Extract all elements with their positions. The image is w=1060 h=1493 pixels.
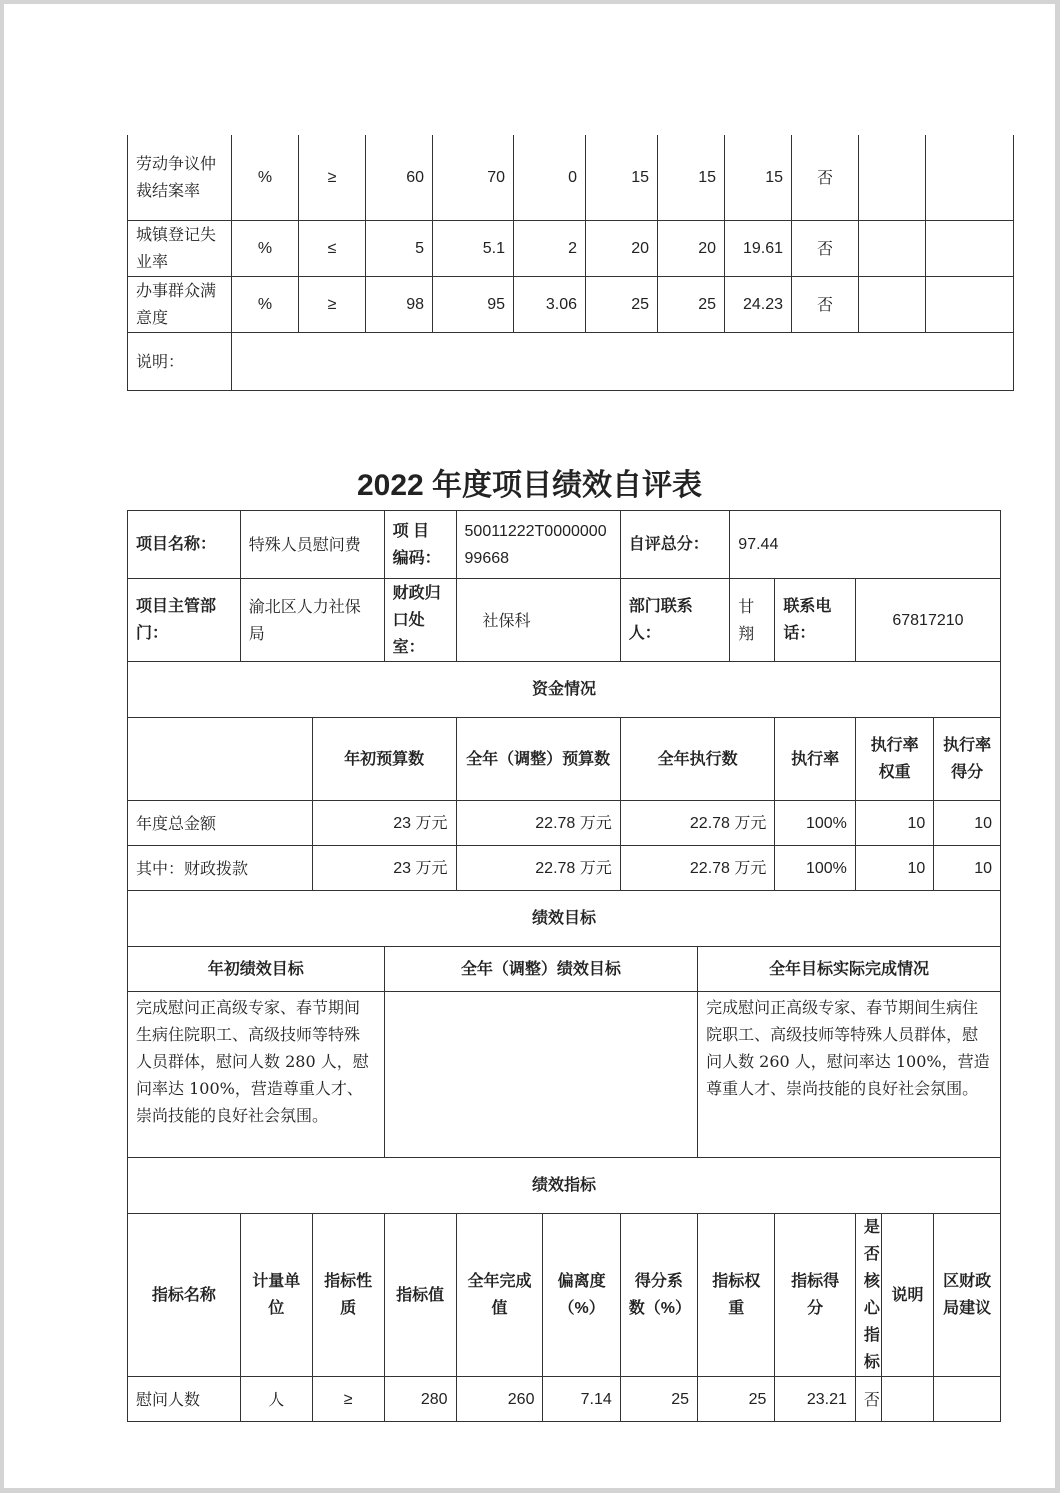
funds-row-weight: 10 <box>855 846 933 891</box>
ind-header-target: 指标值 <box>384 1214 456 1377</box>
indicator-coef: 15 <box>586 135 658 220</box>
table-row <box>128 1377 1001 1422</box>
goals-header-adjusted: 全年（调整）绩效目标 <box>384 947 697 992</box>
contact-value: 甘翔 <box>730 579 775 662</box>
indicator-note <box>881 1377 934 1422</box>
ind-header-name: 指标名称 <box>128 1214 241 1377</box>
funds-row <box>128 801 1001 846</box>
funds-header-budget: 年初预算数 <box>312 718 456 801</box>
indicator-target: 280 <box>384 1377 456 1422</box>
project-name-value: 特殊人员慰问费 <box>240 511 384 579</box>
indicator-name: 城镇登记失业率 <box>128 220 232 276</box>
page-title: 2022 年度项目绩效自评表 <box>356 469 703 502</box>
finance-office-value: 社保科 <box>456 579 620 662</box>
indicator-unit: % <box>232 220 299 276</box>
funds-header-score: 执行率得分 <box>934 718 1001 801</box>
funds-header-row <box>128 718 1001 801</box>
indicator-nature: ≥ <box>312 1377 384 1422</box>
funds-row-rate: 100% <box>775 846 856 891</box>
total-score-value: 97.44 <box>730 511 1001 579</box>
indicator-note <box>859 135 926 220</box>
indicator-score: 19.61 <box>725 220 792 276</box>
funds-header-blank <box>128 718 313 801</box>
table-row <box>128 220 1014 276</box>
finance-office-label: 财政归口处室： <box>384 579 456 662</box>
info-row <box>128 579 1001 662</box>
note-label: 说明： <box>128 332 232 390</box>
funds-row-adjusted: 22.78 万元 <box>456 846 620 891</box>
indicator-advice <box>926 276 1014 332</box>
indicator-deviation: 7.14 <box>543 1377 620 1422</box>
indicator-score: 15 <box>725 135 792 220</box>
indicator-target: 98 <box>366 276 433 332</box>
indicator-coef: 20 <box>586 220 658 276</box>
phone-label: 联系电话： <box>775 579 856 662</box>
funds-row-executed: 22.78 万元 <box>620 801 775 846</box>
indicator-actual: 260 <box>456 1377 543 1422</box>
indicator-target: 5 <box>366 220 433 276</box>
indicator-unit: % <box>232 135 299 220</box>
section-row <box>128 1158 1001 1214</box>
indicator-nature: ≥ <box>299 276 366 332</box>
indicator-actual: 70 <box>433 135 514 220</box>
indicator-note <box>859 220 926 276</box>
indicator-unit: % <box>232 276 299 332</box>
funds-row-score: 10 <box>934 846 1001 891</box>
ind-header-score: 指标得分 <box>775 1214 856 1377</box>
ind-header-coef: 得分系数（%） <box>620 1214 697 1377</box>
indicator-deviation: 0 <box>514 135 586 220</box>
indicator-core: 否 <box>855 1377 881 1422</box>
goals-header-row <box>128 947 1001 992</box>
indicator-deviation: 2 <box>514 220 586 276</box>
indicator-advice <box>926 135 1014 220</box>
info-row <box>128 511 1001 579</box>
funds-row-weight: 10 <box>855 801 933 846</box>
indicator-score: 24.23 <box>725 276 792 332</box>
funds-header-rate: 执行率 <box>775 718 856 801</box>
funds-section-title: 资金情况 <box>128 662 1001 718</box>
ind-header-note: 说明 <box>881 1214 934 1377</box>
section-row <box>128 891 1001 947</box>
funds-row-adjusted: 22.78 万元 <box>456 801 620 846</box>
total-score-label: 自评总分： <box>620 511 730 579</box>
project-code-value: 50011222T000000099668 <box>456 511 620 579</box>
funds-header-adjusted: 全年（调整）预算数 <box>456 718 620 801</box>
goals-initial-text: 完成慰问正高级专家、春节期间生病住院职工、高级技师等特殊人员群体，慰问人数 280 人，慰问率达 100%，营造尊重人才、崇尚技能的良好社会氛围。 <box>128 992 385 1158</box>
indicator-core: 否 <box>792 220 859 276</box>
funds-header-weight: 执行率权重 <box>855 718 933 801</box>
indicator-unit: 人 <box>240 1377 312 1422</box>
indicator-actual: 95 <box>433 276 514 332</box>
ind-header-weight: 指标权重 <box>698 1214 775 1377</box>
indicator-actual: 5.1 <box>433 220 514 276</box>
indicator-name: 办事群众满意度 <box>128 276 232 332</box>
indicators-section-title: 绩效指标 <box>128 1158 1001 1214</box>
funds-row-rate: 100% <box>775 801 856 846</box>
indicator-nature: ≥ <box>299 135 366 220</box>
project-name-label: 项目名称： <box>128 511 241 579</box>
indicators-header-row <box>128 1214 1001 1377</box>
funds-row <box>128 846 1001 891</box>
note-value <box>232 332 1014 390</box>
indicator-coef: 25 <box>620 1377 697 1422</box>
funds-row-label: 年度总金额 <box>128 801 313 846</box>
indicator-advice <box>934 1377 1001 1422</box>
dept-label: 项目主管部门： <box>128 579 241 662</box>
goals-actual-text: 完成慰问正高级专家、春节期间生病住院职工、高级技师等特殊人员群体，慰问人数 260 人，慰问率达 100%，营造尊重人才、崇尚技能的良好社会氛围。 <box>698 992 1001 1158</box>
section-row <box>128 662 1001 718</box>
ind-header-deviation: 偏离度（%） <box>543 1214 620 1377</box>
indicator-name: 劳动争议仲裁结案率 <box>128 135 232 220</box>
indicator-weight: 25 <box>658 276 725 332</box>
table-row <box>128 332 1014 390</box>
indicator-advice <box>926 220 1014 276</box>
table-row <box>128 276 1014 332</box>
phone-value: 67817210 <box>855 579 1000 662</box>
ind-header-actual: 全年完成值 <box>456 1214 543 1377</box>
goals-section-title: 绩效目标 <box>128 891 1001 947</box>
evaluation-table <box>127 510 1001 1422</box>
contact-label: 部门联系人： <box>620 579 730 662</box>
indicator-deviation: 3.06 <box>514 276 586 332</box>
indicator-core: 否 <box>792 135 859 220</box>
funds-header-executed: 全年执行数 <box>620 718 775 801</box>
funds-row-budget: 23 万元 <box>312 846 456 891</box>
indicator-weight: 15 <box>658 135 725 220</box>
indicator-nature: ≤ <box>299 220 366 276</box>
indicator-note <box>859 276 926 332</box>
document-page <box>4 4 1055 1488</box>
ind-header-advice: 区财政局建议 <box>934 1214 1001 1377</box>
indicator-coef: 25 <box>586 276 658 332</box>
indicator-table-continued <box>127 135 1014 391</box>
ind-header-unit: 计量单位 <box>240 1214 312 1377</box>
indicator-score: 23.21 <box>775 1377 856 1422</box>
indicator-weight: 20 <box>658 220 725 276</box>
project-code-label: 项 目 编码： <box>384 511 456 579</box>
funds-row-executed: 22.78 万元 <box>620 846 775 891</box>
goals-header-actual: 全年目标实际完成情况 <box>698 947 1001 992</box>
dept-value: 渝北区人力社保局 <box>240 579 384 662</box>
funds-row-score: 10 <box>934 801 1001 846</box>
goals-adjusted-text <box>384 992 697 1158</box>
indicator-weight: 25 <box>698 1377 775 1422</box>
indicator-core: 否 <box>792 276 859 332</box>
table-row <box>128 135 1014 220</box>
ind-header-nature: 指标性质 <box>312 1214 384 1377</box>
indicator-target: 60 <box>366 135 433 220</box>
goals-header-initial: 年初绩效目标 <box>128 947 385 992</box>
goals-row <box>128 992 1001 1158</box>
funds-row-label: 其中：财政拨款 <box>128 846 313 891</box>
funds-row-budget: 23 万元 <box>312 801 456 846</box>
ind-header-core: 是否核心指标 <box>855 1214 881 1377</box>
indicator-name: 慰问人数 <box>128 1377 241 1422</box>
